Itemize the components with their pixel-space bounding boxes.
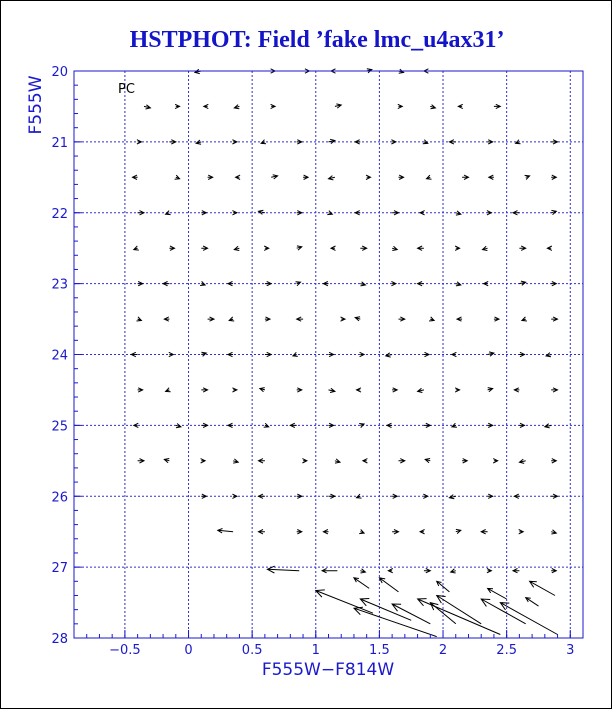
- residual-vector: [233, 459, 238, 463]
- residual-vector: [427, 175, 432, 179]
- residual-vector: [329, 423, 334, 427]
- residual-vector: [329, 352, 334, 356]
- residual-vector: [201, 423, 207, 427]
- x-tick-label: 3: [566, 643, 575, 658]
- residual-vector: [234, 246, 239, 250]
- residual-vector: [208, 317, 214, 321]
- residual-vector: [360, 569, 365, 573]
- residual-vector: [387, 423, 392, 427]
- residual-vector: [232, 211, 237, 215]
- residual-vector: [513, 569, 519, 573]
- residual-vector: [519, 530, 524, 534]
- residual-vector: [297, 494, 302, 498]
- residual-vector: [519, 246, 525, 250]
- residual-vector: [449, 140, 455, 144]
- residual-vector: [418, 282, 424, 286]
- residual-vector: [164, 459, 169, 463]
- residual-vector: [329, 388, 335, 392]
- residual-vector: [519, 459, 525, 463]
- residual-vector: [201, 352, 206, 356]
- residual-vector: [424, 352, 429, 356]
- residual-vector: [264, 246, 269, 250]
- y-tick-label: 27: [51, 561, 68, 577]
- residual-vector: [144, 105, 150, 109]
- residual-vector: [424, 569, 430, 573]
- residual-vector: [228, 282, 233, 286]
- residual-vector: [424, 423, 430, 427]
- residual-vector: [546, 353, 551, 357]
- residual-vector: [388, 569, 393, 573]
- y-axis-label: F555W: [26, 75, 46, 135]
- residual-vector: [290, 423, 296, 427]
- residual-vector: [201, 246, 207, 250]
- residual-vector: [260, 388, 265, 392]
- residual-vector: [399, 175, 404, 179]
- residual-vector: [163, 282, 169, 286]
- residual-vector: [335, 459, 340, 463]
- residual-vector: [488, 423, 493, 427]
- residual-vector: [164, 317, 169, 321]
- residual-vector: [488, 588, 507, 599]
- residual-vector: [323, 282, 328, 286]
- residual-vector: [481, 530, 487, 534]
- residual-vector: [232, 140, 237, 144]
- residual-vector: [462, 459, 467, 463]
- residual-vector: [457, 317, 462, 321]
- residual-vector: [302, 459, 307, 463]
- x-tick-label: 2.5: [496, 643, 517, 658]
- residual-vector: [420, 530, 425, 534]
- residual-vector: [425, 459, 430, 463]
- residual-vector: [201, 211, 206, 215]
- y-tick-label: 21: [51, 135, 68, 151]
- residual-vector: [297, 530, 302, 534]
- residual-vector: [134, 246, 139, 250]
- residual-vector: [169, 352, 174, 356]
- residual-vector: [430, 105, 435, 109]
- residual-vector: [360, 282, 365, 286]
- residual-vector: [271, 175, 277, 179]
- residual-vector: [201, 494, 206, 498]
- residual-vector: [418, 388, 424, 392]
- residual-vector: [228, 423, 233, 427]
- residual-vector: [493, 459, 498, 463]
- residual-vector: [519, 423, 524, 427]
- residual-vector: [494, 104, 500, 108]
- residual-vector: [354, 607, 437, 636]
- residual-vector: [456, 211, 461, 215]
- residual-vector: [265, 282, 271, 286]
- residual-vector: [297, 211, 302, 215]
- residual-vector: [316, 590, 373, 613]
- residual-vector: [488, 140, 493, 144]
- y-tick-label: 23: [51, 277, 68, 293]
- residual-vector: [138, 459, 144, 463]
- residual-vector: [335, 104, 341, 108]
- residual-vector: [366, 175, 371, 179]
- residual-vector: [360, 352, 365, 356]
- y-tick-label: 22: [51, 206, 68, 222]
- vector-chart: [1, 1, 612, 710]
- residual-vector: [359, 530, 364, 534]
- residual-vector: [138, 388, 143, 392]
- residual-vector: [451, 569, 456, 573]
- residual-vector: [297, 246, 302, 250]
- residual-vector: [175, 104, 180, 108]
- x-axis-label: F555W−F814W: [261, 660, 395, 680]
- residual-vector: [551, 140, 557, 144]
- residual-vector: [354, 578, 369, 589]
- residual-vector: [551, 388, 557, 392]
- residual-vector: [525, 175, 530, 179]
- residual-vector: [259, 494, 265, 498]
- residual-vector: [551, 282, 556, 286]
- y-tick-label: 24: [51, 348, 68, 364]
- residual-vector: [236, 175, 241, 179]
- residual-vector: [455, 388, 460, 392]
- residual-vector: [131, 352, 137, 356]
- residual-vector: [297, 317, 303, 321]
- panel-label: PC: [118, 82, 135, 97]
- residual-vector: [355, 140, 360, 144]
- residual-vector: [514, 388, 519, 392]
- residual-vector: [519, 352, 524, 356]
- residual-vector: [494, 317, 499, 321]
- residual-vector: [391, 140, 396, 144]
- residual-vector: [175, 175, 180, 179]
- residual-vector: [399, 459, 405, 463]
- y-tick-label: 26: [51, 490, 68, 506]
- residual-vector: [201, 459, 206, 463]
- residual-vector: [391, 282, 396, 286]
- residual-vector: [323, 530, 328, 534]
- residual-vector: [331, 246, 336, 250]
- residual-vector: [360, 246, 366, 250]
- residual-vector: [429, 317, 434, 321]
- residual-vector: [329, 139, 335, 143]
- residual-vector: [488, 352, 494, 356]
- residual-vector: [229, 317, 234, 321]
- residual-vector: [196, 140, 201, 144]
- residual-vector: [488, 388, 493, 392]
- residual-vector: [392, 604, 430, 624]
- residual-vector: [259, 459, 265, 463]
- residual-vector: [452, 352, 457, 356]
- residual-vector: [137, 317, 142, 321]
- residual-vector: [379, 578, 398, 592]
- residual-vector: [513, 211, 519, 215]
- tick-layer: [51, 65, 583, 658]
- residual-vector: [341, 317, 346, 321]
- residual-vector: [392, 211, 398, 215]
- residual-vector: [489, 175, 494, 179]
- residual-vector: [355, 317, 360, 321]
- residual-vector: [259, 210, 265, 214]
- residual-vector: [488, 494, 493, 498]
- residual-vector: [133, 175, 138, 179]
- x-tick-label: 2: [438, 643, 448, 658]
- residual-vector: [392, 530, 398, 534]
- residual-vector: [259, 530, 265, 534]
- residual-vector: [545, 424, 551, 428]
- residual-vector: [458, 104, 463, 108]
- residual-vector: [551, 317, 557, 321]
- vector-layer: [131, 69, 557, 637]
- residual-vector: [357, 388, 362, 392]
- residual-vector: [551, 210, 556, 214]
- x-tick-label: 0.5: [241, 643, 263, 658]
- residual-vector: [176, 424, 181, 428]
- residual-vector: [329, 494, 335, 498]
- residual-vector: [514, 494, 519, 498]
- residual-vector: [329, 176, 335, 180]
- x-tick-label: 1.5: [369, 643, 390, 658]
- residual-vector: [418, 599, 501, 635]
- residual-vector: [487, 569, 492, 573]
- residual-vector: [449, 495, 455, 499]
- residual-vector: [399, 317, 405, 321]
- residual-vector: [483, 246, 488, 250]
- residual-vector: [519, 281, 525, 285]
- residual-vector: [392, 246, 397, 250]
- residual-vector: [134, 423, 139, 427]
- x-tick-label: −0.5: [109, 643, 141, 658]
- residual-vector: [551, 569, 556, 573]
- residual-vector: [363, 459, 368, 463]
- residual-vector: [530, 581, 555, 595]
- residual-vector: [204, 104, 209, 108]
- residual-vector: [228, 352, 233, 356]
- y-tick-label: 28: [51, 632, 68, 647]
- x-tick-label: 1: [311, 643, 320, 658]
- residual-vector: [232, 388, 237, 392]
- residual-vector: [526, 598, 539, 607]
- residual-vector: [418, 246, 424, 250]
- residual-vector: [551, 459, 556, 463]
- residual-vector: [169, 246, 174, 250]
- residual-vector: [265, 352, 271, 356]
- residual-vector: [218, 529, 233, 533]
- y-tick-label: 20: [51, 65, 68, 80]
- residual-vector: [322, 569, 337, 573]
- residual-vector: [201, 388, 207, 392]
- residual-vector: [522, 317, 527, 321]
- residual-vector: [398, 104, 403, 108]
- residual-vector: [166, 388, 171, 392]
- residual-vector: [462, 175, 468, 179]
- residual-vector: [484, 282, 489, 286]
- residual-vector: [234, 105, 239, 109]
- residual-vector: [456, 529, 461, 533]
- residual-vector: [386, 353, 392, 357]
- residual-vector: [551, 175, 556, 179]
- residual-vector: [423, 494, 428, 498]
- residual-vector: [551, 530, 556, 534]
- residual-vector: [138, 282, 143, 286]
- residual-vector: [392, 388, 397, 392]
- residual-vector: [137, 140, 142, 144]
- residual-vector: [456, 282, 461, 286]
- residual-vector: [232, 494, 237, 498]
- residual-vector: [355, 211, 360, 215]
- residual-vector: [455, 246, 460, 250]
- residual-vector: [547, 246, 552, 250]
- residual-vector: [437, 581, 450, 592]
- residual-vector: [297, 140, 302, 144]
- residual-vector: [169, 140, 175, 144]
- residual-vector: [392, 494, 397, 498]
- y-tick-label: 25: [51, 419, 68, 435]
- chart-title: HSTPHOT: Field ’fake lmc_u4ax31’: [129, 27, 505, 53]
- residual-vector: [208, 175, 213, 179]
- x-tick-label: 0: [184, 643, 193, 658]
- residual-vector: [271, 104, 276, 108]
- residual-vector: [265, 317, 270, 321]
- residual-vector: [500, 603, 557, 635]
- residual-vector: [138, 211, 144, 215]
- residual-vector: [297, 388, 302, 392]
- residual-vector: [303, 175, 308, 179]
- residual-vector: [551, 494, 557, 498]
